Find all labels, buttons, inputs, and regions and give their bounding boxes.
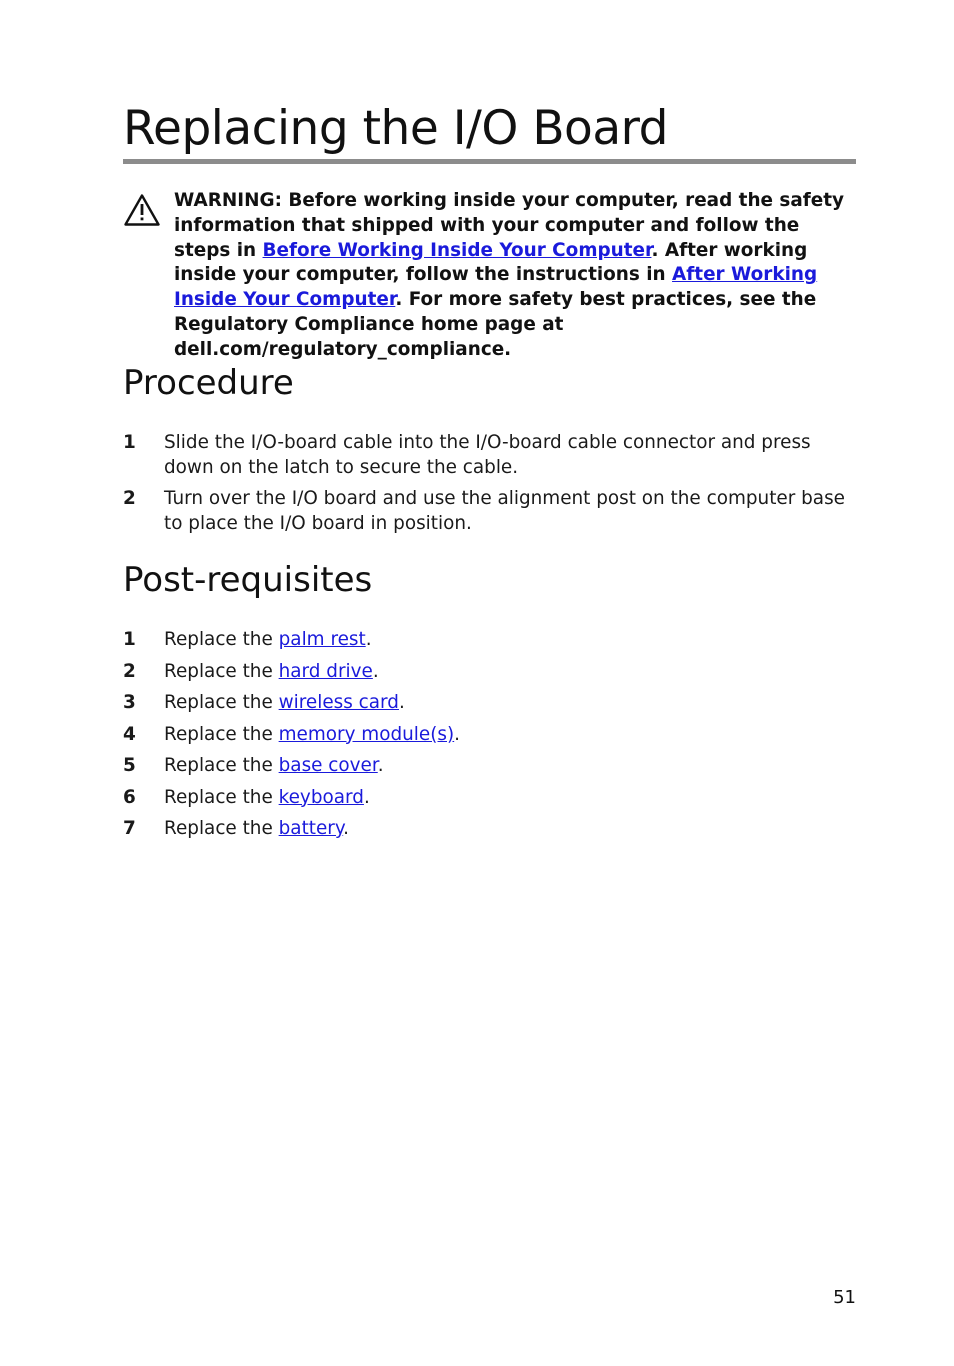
- post-requisite-step: [123, 722, 853, 747]
- warning-text: [174, 189, 854, 363]
- hard-drive-link[interactable]: hard drive: [278, 660, 373, 682]
- warning-text-part: . After working inside your computer, follow the instructions in: [174, 239, 808, 286]
- post-requisites-heading: Post-requisites: [123, 560, 373, 600]
- procedure-step: [123, 486, 853, 536]
- warning-triangle-icon: [123, 193, 161, 227]
- step-text: Turn over the I/O board and use the alignment post on the computer base to place the I/O board in position.: [164, 488, 845, 534]
- post-requisite-step: [123, 816, 853, 841]
- post-requisite-step: [123, 659, 853, 684]
- page-number: 51: [833, 1287, 856, 1308]
- wireless-card-link[interactable]: wireless card: [278, 692, 399, 713]
- step-number: 1: [123, 629, 136, 650]
- step-number: 7: [123, 818, 136, 839]
- title-rule: [123, 159, 856, 164]
- step-number: 3: [123, 692, 136, 713]
- after-working-link[interactable]: After Working Inside Your Computer: [174, 264, 818, 311]
- procedure-step: [123, 430, 853, 480]
- page-title: Replacing the I/O Board: [123, 101, 668, 156]
- post-requisite-step: [123, 785, 853, 810]
- step-suffix: .: [398, 692, 405, 713]
- step-suffix: .: [454, 723, 461, 745]
- step-suffix: .: [377, 755, 384, 776]
- step-number: 6: [123, 786, 136, 808]
- step-suffix: .: [363, 786, 370, 808]
- post-requisites-steps: [123, 627, 853, 848]
- step-prefix: Replace the: [164, 755, 279, 776]
- step-number: 2: [123, 660, 136, 682]
- post-requisite-step: [123, 753, 853, 778]
- warning-text-part: . For more safety best practices, see the Regulatory Compliance home page at dell.com/regulatory_compliance.: [174, 289, 817, 360]
- step-prefix: Replace the: [164, 818, 279, 839]
- step-prefix: Replace the: [164, 660, 279, 682]
- procedure-steps: [123, 430, 853, 542]
- procedure-heading: Procedure: [123, 363, 294, 403]
- step-number: 4: [123, 723, 136, 745]
- step-number: 1: [123, 432, 136, 453]
- step-prefix: Replace the: [164, 723, 279, 745]
- warning-text-part: WARNING: Before working inside your computer, read the safety information that shipped with your computer and follow the steps in: [174, 190, 845, 261]
- step-text: Slide the I/O-board cable into the I/O-board cable connector and press down on the latch to secure the cable.: [164, 432, 811, 478]
- keyboard-link[interactable]: keyboard: [278, 786, 364, 808]
- step-number: 5: [123, 755, 136, 776]
- step-prefix: Replace the: [164, 629, 279, 650]
- step-prefix: Replace the: [164, 692, 279, 713]
- step-suffix: .: [343, 818, 349, 839]
- step-number: 2: [123, 488, 136, 509]
- base-cover-link[interactable]: base cover: [278, 755, 378, 776]
- step-prefix: Replace the: [164, 786, 279, 808]
- battery-link[interactable]: battery: [278, 818, 344, 839]
- before-working-link[interactable]: Before Working Inside Your Computer: [262, 239, 652, 261]
- step-suffix: .: [365, 629, 372, 650]
- memory-modules-link[interactable]: memory module(s): [278, 723, 455, 745]
- post-requisite-step: [123, 690, 853, 715]
- step-suffix: .: [372, 660, 379, 682]
- palm-rest-link[interactable]: palm rest: [278, 629, 366, 650]
- post-requisite-step: [123, 627, 853, 652]
